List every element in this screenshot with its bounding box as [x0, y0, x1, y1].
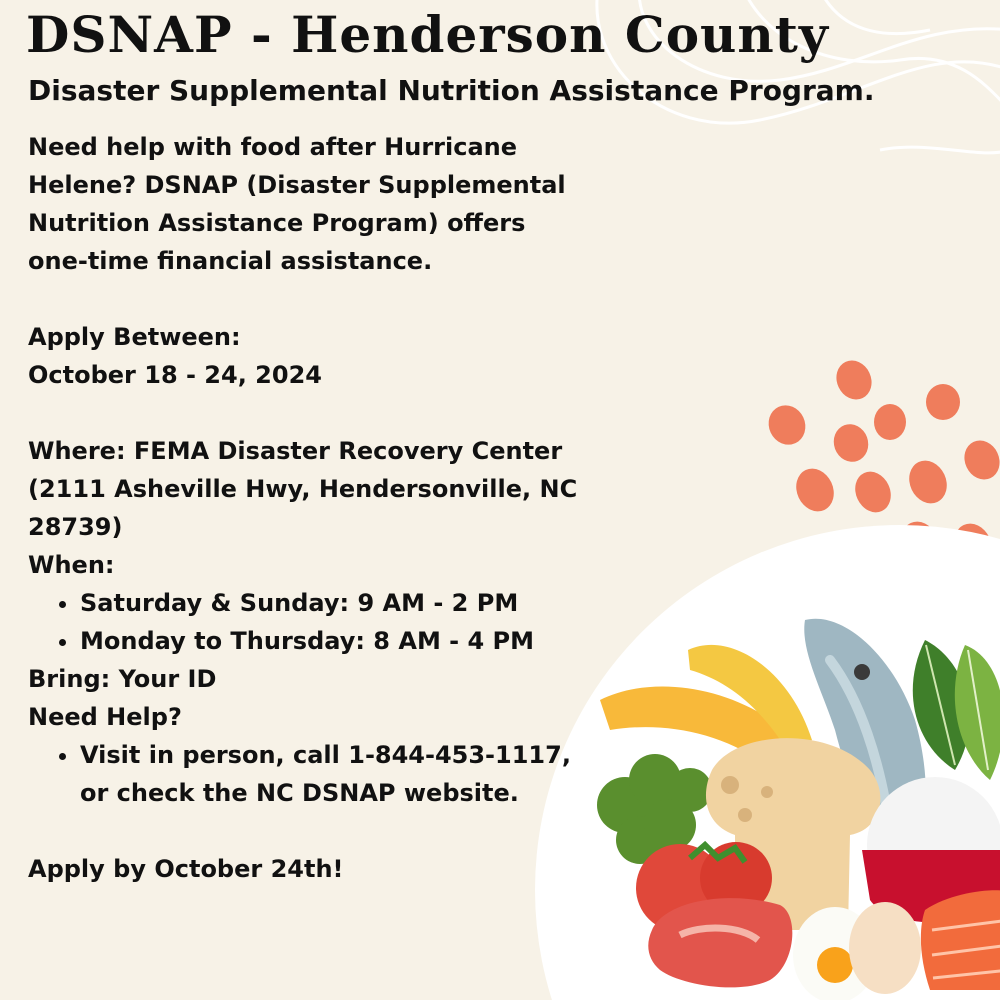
apply-between-label: Apply Between:	[28, 323, 241, 351]
bring-text: Bring: Your ID	[28, 665, 217, 693]
help-list	[28, 736, 588, 812]
intro-text: Need help with food after Hurricane Helene? DSNAP (Disaster Supplemental Nutrition Assistance Program) offers one-time financial assistance.	[28, 133, 566, 275]
flyer-body	[28, 128, 588, 888]
food-plate-illustration	[535, 525, 1000, 1000]
spacer	[28, 280, 588, 318]
hours-weekday: • Monday to Thursday: 8 AM - 4 PM	[80, 622, 588, 660]
hours-list	[28, 584, 588, 660]
help-item: • Visit in person, call 1-844-453-1117, or check the NC DSNAP website.	[80, 736, 588, 812]
deadline-text: Apply by October 24th!	[28, 855, 344, 883]
page-title: DSNAP - Henderson County	[26, 5, 829, 64]
spacer	[28, 812, 588, 850]
need-help-label: Need Help?	[28, 703, 182, 731]
apply-between-dates: October 18 - 24, 2024	[28, 361, 322, 389]
hours-weekend: • Saturday & Sunday: 9 AM - 2 PM	[80, 584, 588, 622]
location-text: Where: FEMA Disaster Recovery Center (2111 Asheville Hwy, Hendersonville, NC 28739)	[28, 437, 578, 541]
spacer	[28, 394, 588, 432]
page-subtitle: Disaster Supplemental Nutrition Assistance Program.	[28, 74, 875, 107]
when-label: When:	[28, 551, 115, 579]
